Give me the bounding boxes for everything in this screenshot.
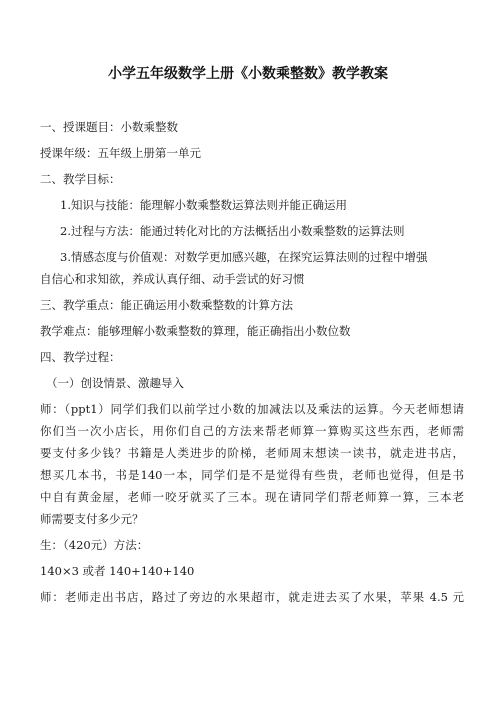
paragraph-line: 师需要支付多少元？	[40, 512, 144, 526]
difficulty-line: 教学难点：能够理解小数乘整数的算理，能正确指出小数位数	[40, 324, 351, 338]
objective-process: 2.过程与方法：能通过转化对比的方法概括出小数乘整数的运算法则	[60, 224, 405, 238]
calculation-line: 140×3 或者 140+140+140	[40, 564, 195, 578]
grade-line: 授课年级：五年级上册第一单元	[40, 146, 201, 160]
section-heading-objectives: 二、教学目标：	[40, 172, 121, 186]
objective-attitude-cont: 自信心和求知欲，养成认真仔细、动手尝试的好习惯	[40, 272, 305, 286]
section-heading-topic: 一、授课题目：小数乘整数	[40, 120, 178, 134]
paragraph-line: 师：老师走出书店，路过了旁边的水果超市，就走进去买了水果，苹果 4.5 元	[40, 590, 464, 604]
paragraph-line: 想买几本书，书是140一本，同学们是不是觉得有些贵，老师也觉得，但是书	[40, 468, 464, 482]
paragraph-line: 中自有黄金屋，老师一咬牙就买了三本。现在请同学们帮老师算一算，三本老	[40, 490, 464, 504]
paragraph-line: 你们当一次小店长，用你们自己的方法来帮老师算一算购买这些东西，老师需	[40, 424, 464, 438]
section-heading-key-points: 三、教学重点：能正确运用小数乘整数的计算方法	[40, 298, 293, 312]
paragraph-line: 要支付多少钱？书籍是人类进步的阶梯，老师周末想读一读书，就走进书店，	[40, 446, 464, 460]
section-heading-process: 四、教学过程：	[40, 350, 121, 364]
objective-attitude: 3.情感态度与价值观：对数学更加感兴趣，在探究运算法则的过程中增强	[60, 250, 428, 264]
objective-knowledge: 1.知识与技能：能理解小数乘整数运算法则并能正确运用	[60, 198, 347, 212]
document-title: 小学五年级数学上册《小数乘整数》教学教案	[108, 66, 388, 82]
student-answer-line: 生：（420元）方法：	[40, 538, 149, 552]
paragraph-line: 师：（ppt1）同学们我们以前学过小数的加减法以及乘法的运算。今天老师想请	[40, 402, 464, 416]
subsection-heading-intro: （一）创设情景、激趣导入	[46, 376, 184, 390]
